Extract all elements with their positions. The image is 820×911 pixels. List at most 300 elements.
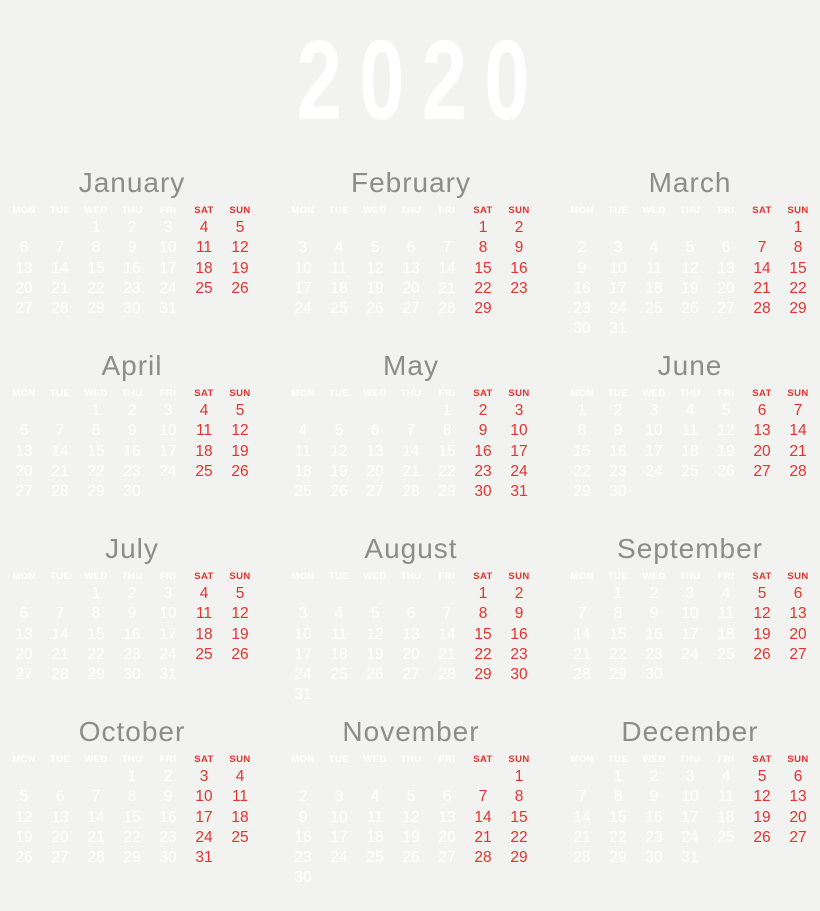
day-cell: 29	[789, 300, 807, 318]
month-days	[6, 401, 258, 502]
day-cell: 7	[442, 605, 452, 623]
day-cell-empty	[465, 767, 501, 787]
day-cell-empty	[357, 218, 393, 238]
day-cell: 24	[159, 645, 177, 663]
day-cell: 10	[195, 788, 213, 806]
weekday-header-thu: THU	[679, 753, 701, 765]
day-cell: 28	[87, 849, 105, 867]
day-cell: 27	[15, 300, 33, 318]
day-cell: 30	[123, 483, 141, 501]
day-cell: 22	[87, 462, 105, 480]
day-cell: 20	[789, 808, 807, 826]
month-title: July	[105, 533, 159, 564]
day-cell: 20	[438, 828, 456, 846]
month-days	[6, 584, 258, 685]
weekday-header-row	[6, 751, 258, 767]
day-cell: 14	[51, 625, 69, 643]
day-cell-empty	[672, 482, 708, 502]
weekday-header-fri: FRI	[159, 387, 177, 399]
day-cell: 21	[402, 462, 420, 480]
month-days	[285, 767, 537, 889]
day-cell-empty	[42, 401, 78, 421]
day-cell-empty	[429, 218, 465, 238]
day-cell: 28	[51, 483, 69, 501]
day-cell: 23	[159, 828, 177, 846]
weekday-header-fri: FRI	[717, 204, 735, 216]
day-cell: 8	[793, 239, 803, 257]
year-banner	[0, 0, 820, 160]
day-cell: 20	[402, 645, 420, 663]
day-cell: 14	[438, 625, 456, 643]
month-august	[285, 526, 537, 709]
day-cell: 8	[613, 788, 623, 806]
day-cell: 30	[573, 320, 591, 338]
day-cell: 16	[123, 625, 141, 643]
month-days	[564, 767, 816, 868]
day-cell-empty	[321, 868, 357, 888]
day-cell: 3	[685, 585, 695, 602]
day-cell: 21	[51, 462, 69, 480]
day-cell: 18	[717, 808, 735, 826]
weekday-header-thu: THU	[400, 204, 422, 216]
day-cell: 20	[15, 645, 33, 663]
day-cell: 13	[402, 259, 420, 277]
day-cell: 16	[510, 259, 528, 277]
day-cell-empty	[321, 401, 357, 421]
weekday-header-sun: SUN	[229, 387, 251, 399]
day-cell: 21	[789, 442, 807, 460]
day-cell: 21	[51, 279, 69, 297]
day-cell: 26	[366, 300, 384, 318]
day-cell-empty	[186, 482, 222, 502]
day-cell: 4	[370, 788, 380, 806]
day-cell-empty	[600, 218, 636, 238]
weekday-header-tue: TUE	[328, 387, 350, 399]
day-cell: 20	[15, 279, 33, 297]
day-cell-empty	[501, 299, 537, 319]
day-cell: 26	[753, 828, 771, 846]
day-cell: 3	[163, 219, 173, 236]
month-april	[6, 343, 258, 526]
day-cell: 6	[793, 768, 803, 785]
day-cell: 28	[51, 300, 69, 318]
day-cell: 27	[789, 828, 807, 846]
day-cell: 22	[573, 462, 591, 480]
day-cell: 17	[159, 442, 177, 460]
weekday-header-row	[285, 385, 537, 401]
weekday-header-wed: WED	[363, 387, 387, 399]
day-cell-empty	[672, 319, 708, 339]
weekday-header-row	[6, 202, 258, 218]
day-cell: 14	[573, 625, 591, 643]
day-cell: 23	[294, 849, 312, 867]
weekday-header-thu: THU	[121, 570, 143, 582]
day-cell-empty	[708, 218, 744, 238]
day-cell: 4	[721, 768, 731, 785]
day-cell-empty	[744, 319, 780, 339]
day-cell-empty	[780, 482, 816, 502]
weekday-header-sat: SAT	[194, 753, 214, 765]
day-cell-empty	[564, 218, 600, 238]
day-cell: 9	[478, 422, 488, 440]
day-cell: 1	[127, 768, 137, 785]
day-cell: 30	[294, 869, 312, 887]
day-cell: 12	[231, 422, 249, 440]
day-cell: 31	[195, 849, 213, 867]
weekday-header-thu: THU	[679, 387, 701, 399]
day-cell: 30	[645, 849, 663, 867]
weekday-header-sun: SUN	[508, 570, 530, 582]
day-cell: 23	[510, 645, 528, 663]
day-cell-empty	[78, 767, 114, 787]
weekday-header-thu: THU	[121, 753, 143, 765]
day-cell: 24	[330, 849, 348, 867]
day-cell: 22	[789, 279, 807, 297]
day-cell: 11	[330, 259, 348, 277]
weekday-header-wed: WED	[642, 387, 666, 399]
day-cell-empty	[780, 848, 816, 868]
weekday-header-thu: THU	[121, 387, 143, 399]
day-cell: 5	[370, 605, 380, 623]
day-cell: 20	[753, 442, 771, 460]
day-cell: 8	[478, 605, 488, 623]
weekday-header-wed: WED	[84, 204, 108, 216]
day-cell: 5	[235, 219, 245, 236]
day-cell: 5	[757, 585, 767, 602]
day-cell: 2	[127, 585, 137, 602]
day-cell: 26	[231, 279, 249, 297]
day-cell: 1	[613, 585, 623, 602]
day-cell: 1	[91, 585, 101, 602]
day-cell: 19	[231, 442, 249, 460]
day-cell: 30	[510, 666, 528, 684]
day-cell: 13	[717, 259, 735, 277]
day-cell: 12	[402, 808, 420, 826]
day-cell: 26	[330, 483, 348, 501]
day-cell: 24	[681, 828, 699, 846]
day-cell: 25	[717, 828, 735, 846]
day-cell: 28	[573, 666, 591, 684]
day-cell: 27	[51, 849, 69, 867]
weekday-header-mon: MON	[570, 570, 594, 582]
day-cell: 9	[127, 422, 137, 440]
month-title: September	[617, 533, 763, 564]
day-cell: 14	[789, 422, 807, 440]
month-june	[564, 343, 816, 526]
day-cell: 15	[474, 625, 492, 643]
day-cell: 28	[753, 300, 771, 318]
month-title: December	[621, 716, 759, 747]
weekday-header-fri: FRI	[438, 204, 456, 216]
day-cell: 25	[645, 300, 663, 318]
day-cell-empty	[465, 685, 501, 705]
day-cell: 16	[645, 808, 663, 826]
day-cell: 26	[681, 300, 699, 318]
weekday-header-wed: WED	[642, 570, 666, 582]
day-cell: 1	[91, 219, 101, 236]
day-cell: 30	[159, 849, 177, 867]
day-cell: 25	[717, 645, 735, 663]
day-cell: 23	[123, 279, 141, 297]
day-cell-empty	[357, 401, 393, 421]
day-cell: 21	[573, 645, 591, 663]
month-title: February	[350, 167, 472, 198]
day-cell: 31	[609, 320, 627, 338]
day-cell-empty	[429, 685, 465, 705]
day-cell: 4	[235, 768, 245, 785]
day-cell-empty	[744, 665, 780, 685]
day-cell: 24	[294, 666, 312, 684]
weekday-header-wed: WED	[363, 753, 387, 765]
day-cell: 2	[649, 585, 659, 602]
month-days	[564, 401, 816, 502]
day-cell: 18	[195, 442, 213, 460]
weekday-header-row	[6, 385, 258, 401]
day-cell: 26	[231, 462, 249, 480]
day-cell: 19	[15, 828, 33, 846]
day-cell: 24	[195, 828, 213, 846]
day-cell: 26	[402, 849, 420, 867]
day-cell: 27	[366, 483, 384, 501]
day-cell: 18	[717, 625, 735, 643]
month-title: May	[383, 350, 439, 381]
day-cell: 25	[330, 666, 348, 684]
day-cell-empty	[321, 685, 357, 705]
day-cell-empty	[501, 868, 537, 888]
day-cell: 5	[757, 768, 767, 785]
day-cell: 30	[474, 483, 492, 501]
day-cell: 9	[127, 239, 137, 257]
day-cell: 16	[294, 828, 312, 846]
weekday-header-sun: SUN	[229, 753, 251, 765]
day-cell: 19	[753, 808, 771, 826]
day-cell: 15	[438, 442, 456, 460]
weekday-header-sun: SUN	[787, 570, 809, 582]
day-cell: 13	[753, 422, 771, 440]
month-january	[6, 160, 258, 343]
day-cell: 7	[91, 788, 101, 806]
month-title: June	[657, 350, 723, 381]
day-cell-empty	[465, 868, 501, 888]
day-cell: 3	[199, 768, 209, 785]
day-cell: 22	[609, 645, 627, 663]
month-title: March	[648, 167, 732, 198]
weekday-header-tue: TUE	[607, 204, 629, 216]
day-cell: 24	[510, 462, 528, 480]
day-cell-empty	[42, 218, 78, 238]
weekday-header-tue: TUE	[49, 753, 71, 765]
weekday-header-row	[564, 385, 816, 401]
day-cell: 3	[685, 768, 695, 785]
day-cell: 19	[330, 462, 348, 480]
weekday-header-sat: SAT	[473, 387, 493, 399]
day-cell: 9	[613, 422, 623, 440]
day-cell: 3	[163, 402, 173, 419]
day-cell: 6	[793, 585, 803, 602]
month-july	[6, 526, 258, 709]
day-cell: 17	[195, 808, 213, 826]
day-cell: 30	[645, 666, 663, 684]
day-cell: 1	[793, 219, 803, 236]
day-cell-empty	[429, 868, 465, 888]
day-cell: 11	[330, 625, 348, 643]
day-cell: 11	[717, 788, 735, 806]
weekday-header-tue: TUE	[607, 387, 629, 399]
weekday-header-sun: SUN	[508, 753, 530, 765]
day-cell: 9	[577, 259, 587, 277]
day-cell: 5	[721, 402, 731, 419]
day-cell-empty	[42, 584, 78, 604]
day-cell: 27	[438, 849, 456, 867]
day-cell: 27	[15, 666, 33, 684]
day-cell-empty	[285, 401, 321, 421]
weekday-header-mon: MON	[12, 570, 36, 582]
day-cell: 17	[645, 442, 663, 460]
day-cell: 9	[163, 788, 173, 806]
day-cell: 17	[510, 442, 528, 460]
day-cell-empty	[744, 218, 780, 238]
day-cell: 10	[681, 788, 699, 806]
day-cell: 29	[474, 300, 492, 318]
day-cell: 2	[298, 788, 308, 806]
day-cell: 9	[514, 605, 524, 623]
day-cell: 27	[402, 666, 420, 684]
day-cell: 8	[127, 788, 137, 806]
day-cell: 14	[438, 259, 456, 277]
day-cell: 1	[478, 585, 488, 602]
day-cell: 24	[294, 300, 312, 318]
day-cell: 3	[514, 402, 524, 419]
day-cell: 16	[123, 259, 141, 277]
day-cell: 24	[609, 300, 627, 318]
month-december	[564, 709, 816, 892]
day-cell: 14	[753, 259, 771, 277]
day-cell: 14	[51, 259, 69, 277]
day-cell: 5	[334, 422, 344, 440]
weekday-header-fri: FRI	[717, 387, 735, 399]
day-cell: 10	[294, 259, 312, 277]
day-cell: 16	[573, 279, 591, 297]
day-cell-empty	[186, 665, 222, 685]
day-cell: 16	[123, 442, 141, 460]
day-cell: 24	[159, 279, 177, 297]
day-cell: 2	[163, 768, 173, 785]
day-cell-empty	[636, 218, 672, 238]
weekday-header-tue: TUE	[49, 570, 71, 582]
day-cell: 1	[577, 402, 587, 419]
day-cell: 26	[15, 849, 33, 867]
day-cell: 4	[721, 585, 731, 602]
day-cell: 30	[123, 300, 141, 318]
weekday-header-sat: SAT	[752, 753, 772, 765]
day-cell: 12	[15, 808, 33, 826]
day-cell: 7	[55, 239, 65, 257]
day-cell-empty	[636, 482, 672, 502]
day-cell: 20	[366, 462, 384, 480]
day-cell: 6	[370, 422, 380, 440]
day-cell: 29	[474, 666, 492, 684]
weekday-header-wed: WED	[84, 387, 108, 399]
day-cell: 26	[231, 645, 249, 663]
weekday-header-fri: FRI	[159, 570, 177, 582]
day-cell: 19	[231, 625, 249, 643]
day-cell: 23	[609, 462, 627, 480]
weekday-header-row	[285, 568, 537, 584]
day-cell: 6	[19, 422, 29, 440]
weekday-header-mon: MON	[12, 387, 36, 399]
weekday-header-tue: TUE	[49, 204, 71, 216]
day-cell: 23	[573, 300, 591, 318]
day-cell: 13	[15, 625, 33, 643]
day-cell: 11	[366, 808, 384, 826]
day-cell: 26	[366, 666, 384, 684]
day-cell-empty	[42, 767, 78, 787]
day-cell: 25	[366, 849, 384, 867]
day-cell: 8	[442, 422, 452, 440]
day-cell-empty	[222, 665, 258, 685]
day-cell: 19	[402, 828, 420, 846]
day-cell-empty	[780, 665, 816, 685]
month-days	[285, 584, 537, 706]
day-cell: 25	[195, 279, 213, 297]
day-cell: 2	[649, 768, 659, 785]
day-cell: 11	[717, 605, 735, 623]
day-cell: 29	[123, 849, 141, 867]
day-cell: 7	[442, 239, 452, 257]
day-cell: 20	[789, 625, 807, 643]
day-cell: 17	[330, 828, 348, 846]
day-cell: 29	[510, 849, 528, 867]
day-cell: 14	[474, 808, 492, 826]
day-cell: 29	[87, 300, 105, 318]
day-cell: 9	[649, 788, 659, 806]
day-cell: 17	[159, 625, 177, 643]
day-cell: 13	[15, 259, 33, 277]
day-cell: 28	[573, 849, 591, 867]
day-cell: 13	[438, 808, 456, 826]
day-cell: 17	[294, 279, 312, 297]
day-cell: 17	[159, 259, 177, 277]
weekday-header-sat: SAT	[752, 387, 772, 399]
day-cell-empty	[357, 685, 393, 705]
month-title: January	[78, 167, 186, 198]
day-cell-empty	[708, 848, 744, 868]
day-cell: 15	[87, 259, 105, 277]
weekday-header-sun: SUN	[229, 570, 251, 582]
day-cell: 7	[577, 605, 587, 623]
day-cell-empty	[708, 665, 744, 685]
day-cell: 2	[478, 402, 488, 419]
weekday-header-thu: THU	[400, 753, 422, 765]
weekday-header-fri: FRI	[438, 387, 456, 399]
day-cell-empty	[393, 218, 429, 238]
day-cell-empty	[564, 584, 600, 604]
day-cell: 23	[645, 828, 663, 846]
day-cell: 19	[681, 279, 699, 297]
day-cell: 28	[438, 300, 456, 318]
weekday-header-fri: FRI	[159, 204, 177, 216]
weekday-header-sun: SUN	[787, 387, 809, 399]
day-cell: 9	[298, 808, 308, 826]
day-cell: 10	[681, 605, 699, 623]
day-cell: 10	[159, 239, 177, 257]
day-cell: 30	[123, 666, 141, 684]
day-cell: 22	[474, 279, 492, 297]
day-cell-empty	[285, 218, 321, 238]
day-cell: 27	[753, 462, 771, 480]
day-cell: 20	[402, 279, 420, 297]
day-cell: 8	[514, 788, 524, 806]
